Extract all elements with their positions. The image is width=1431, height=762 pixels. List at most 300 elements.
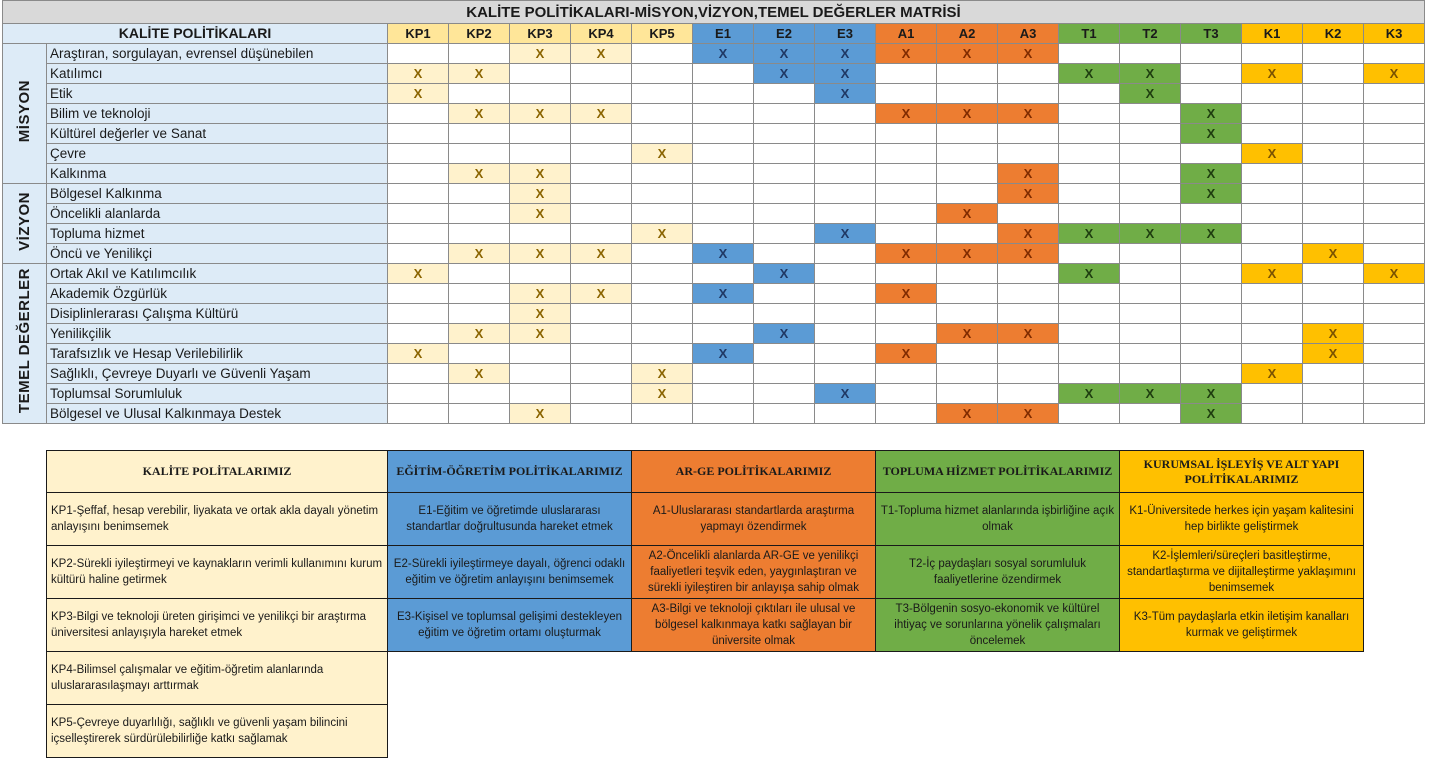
matrix-mark: X bbox=[388, 264, 449, 284]
matrix-mark: X bbox=[510, 324, 571, 344]
matrix-cell-empty bbox=[937, 124, 998, 144]
legend-empty bbox=[388, 652, 1364, 705]
column-header-k3: K3 bbox=[1364, 24, 1425, 44]
matrix-cell-empty bbox=[1364, 304, 1425, 324]
group-label bbox=[3, 44, 47, 184]
matrix-mark: X bbox=[1364, 264, 1425, 284]
matrix-cell-empty bbox=[632, 404, 693, 424]
matrix-cell-empty bbox=[998, 364, 1059, 384]
matrix-cell-empty bbox=[1242, 164, 1303, 184]
group-label bbox=[3, 264, 47, 424]
legend-title-arge: AR-GE POLİTİKALARIMIZ bbox=[632, 451, 876, 493]
matrix-mark: X bbox=[693, 44, 754, 64]
matrix-row bbox=[3, 264, 1425, 284]
matrix-cell-empty bbox=[388, 244, 449, 264]
matrix-mark: X bbox=[1181, 404, 1242, 424]
legend-title-kalite: KALİTE POLİTALARIMIZ bbox=[47, 451, 388, 493]
matrix-cell-empty bbox=[1242, 324, 1303, 344]
matrix-cell-empty bbox=[998, 84, 1059, 104]
matrix-mark: X bbox=[1181, 224, 1242, 244]
row-label: Disiplinlerarası Çalışma Kültürü bbox=[47, 304, 388, 324]
matrix-cell-empty bbox=[632, 164, 693, 184]
matrix-cell-empty bbox=[815, 304, 876, 324]
matrix-mark: X bbox=[876, 104, 937, 124]
matrix-cell-empty bbox=[632, 104, 693, 124]
matrix-cell-empty bbox=[754, 364, 815, 384]
matrix-cell-empty bbox=[876, 364, 937, 384]
matrix-cell-empty bbox=[388, 404, 449, 424]
matrix-cell-empty bbox=[632, 324, 693, 344]
matrix-mark: X bbox=[449, 364, 510, 384]
matrix-cell-empty bbox=[754, 224, 815, 244]
matrix-cell-empty bbox=[1303, 144, 1364, 164]
matrix-cell-empty bbox=[1120, 364, 1181, 384]
matrix-cell-empty bbox=[754, 384, 815, 404]
legend-item-kp2: KP2-Sürekli iyileştirmeyi ve kaynakların verimli kullanımını kurum kültürü haline getirmek bbox=[47, 546, 388, 599]
matrix-cell-empty bbox=[693, 364, 754, 384]
policy-legend bbox=[46, 450, 1364, 758]
matrix-cell-empty bbox=[1364, 104, 1425, 124]
column-header-k2: K2 bbox=[1303, 24, 1364, 44]
matrix-row bbox=[3, 164, 1425, 184]
matrix-cell-empty bbox=[815, 164, 876, 184]
matrix-cell-empty bbox=[510, 64, 571, 84]
matrix-cell-empty bbox=[1059, 304, 1120, 324]
legend-item-k2: K2-İşlemleri/süreçleri basitleştirme, standartlaştırma ve dijitalleştirme yaklaşımını benimsemek bbox=[1120, 546, 1364, 599]
matrix-cell-empty bbox=[571, 204, 632, 224]
matrix-cell-empty bbox=[571, 304, 632, 324]
matrix-cell-empty bbox=[1242, 384, 1303, 404]
matrix-mark: X bbox=[632, 364, 693, 384]
matrix-cell-empty bbox=[998, 124, 1059, 144]
matrix-row bbox=[3, 404, 1425, 424]
matrix-cell-empty bbox=[1059, 144, 1120, 164]
matrix-mark: X bbox=[1242, 64, 1303, 84]
matrix-cell-empty bbox=[1120, 104, 1181, 124]
matrix-mark: X bbox=[937, 44, 998, 64]
matrix-cell-empty bbox=[876, 204, 937, 224]
matrix-cell-empty bbox=[754, 404, 815, 424]
row-label: Toplumsal Sorumluluk bbox=[47, 384, 388, 404]
column-header-t3: T3 bbox=[1181, 24, 1242, 44]
matrix-mark: X bbox=[815, 224, 876, 244]
matrix-cell-empty bbox=[1364, 164, 1425, 184]
matrix-mark: X bbox=[876, 44, 937, 64]
matrix-cell-empty bbox=[1364, 384, 1425, 404]
legend-item-kp5: KP5-Çevreye duyarlılığı, sağlıklı ve güvenli yaşam bilincini içselleştirerek sürdürülebilirliğe katkı sağlamak bbox=[47, 705, 388, 758]
matrix-cell-empty bbox=[1120, 264, 1181, 284]
matrix-cell-empty bbox=[571, 384, 632, 404]
matrix-cell-empty bbox=[815, 124, 876, 144]
matrix-mark: X bbox=[1181, 104, 1242, 124]
matrix-cell-empty bbox=[1364, 144, 1425, 164]
matrix-mark: X bbox=[1242, 264, 1303, 284]
legend-item-kp4: KP4-Bilimsel çalışmalar ve eğitim-öğretim alanlarında uluslararasılaşmayı arttırmak bbox=[47, 652, 388, 705]
column-header-a1: A1 bbox=[876, 24, 937, 44]
matrix-mark: X bbox=[1059, 224, 1120, 244]
matrix-row bbox=[3, 304, 1425, 324]
matrix-cell-empty bbox=[632, 264, 693, 284]
matrix-cell-empty bbox=[571, 144, 632, 164]
matrix-mark: X bbox=[449, 64, 510, 84]
matrix-cell-empty bbox=[1364, 364, 1425, 384]
matrix-cell-empty bbox=[571, 364, 632, 384]
matrix-cell-empty bbox=[1242, 84, 1303, 104]
matrix-cell-empty bbox=[388, 384, 449, 404]
row-label: Akademik Özgürlük bbox=[47, 284, 388, 304]
matrix-cell-empty bbox=[1303, 184, 1364, 204]
matrix-cell-empty bbox=[388, 284, 449, 304]
matrix-mark: X bbox=[1059, 64, 1120, 84]
row-label: Bilim ve teknoloji bbox=[47, 104, 388, 124]
matrix-cell-empty bbox=[1181, 324, 1242, 344]
matrix-cell-empty bbox=[693, 184, 754, 204]
matrix-cell-empty bbox=[1120, 244, 1181, 264]
matrix-cell-empty bbox=[1364, 224, 1425, 244]
matrix-cell-empty bbox=[1120, 344, 1181, 364]
matrix-cell-empty bbox=[815, 204, 876, 224]
matrix-mark: X bbox=[998, 104, 1059, 124]
matrix-cell-empty bbox=[1303, 384, 1364, 404]
matrix-cell-empty bbox=[510, 264, 571, 284]
matrix-cell-empty bbox=[1303, 364, 1364, 384]
matrix-cell-empty bbox=[937, 224, 998, 244]
matrix-header-label: KALİTE POLİTİKALARI bbox=[3, 24, 388, 44]
matrix-cell-empty bbox=[571, 84, 632, 104]
policy-matrix bbox=[2, 0, 1425, 424]
matrix-mark: X bbox=[632, 384, 693, 404]
matrix-cell-empty bbox=[815, 104, 876, 124]
matrix-cell-empty bbox=[876, 144, 937, 164]
matrix-mark: X bbox=[510, 304, 571, 324]
matrix-cell-empty bbox=[937, 264, 998, 284]
matrix-cell-empty bbox=[388, 364, 449, 384]
legend-empty bbox=[388, 705, 1364, 758]
matrix-cell-empty bbox=[449, 44, 510, 64]
matrix-cell-empty bbox=[449, 144, 510, 164]
matrix-cell-empty bbox=[815, 144, 876, 164]
matrix-cell-empty bbox=[510, 144, 571, 164]
legend-item-kp3: KP3-Bilgi ve teknoloji üreten girişimci ve yenilikçi bir araştırma üniversitesi anlayışıyla hareket etmek bbox=[47, 599, 388, 652]
column-header-kp4: KP4 bbox=[571, 24, 632, 44]
matrix-mark: X bbox=[449, 104, 510, 124]
matrix-row bbox=[3, 384, 1425, 404]
matrix-cell-empty bbox=[1364, 84, 1425, 104]
matrix-cell-empty bbox=[998, 64, 1059, 84]
legend-item-t2: T2-İç paydaşları sosyal sorumluluk faaliyetlerine özendirmek bbox=[876, 546, 1120, 599]
matrix-mark: X bbox=[571, 104, 632, 124]
matrix-cell-empty bbox=[1303, 224, 1364, 244]
row-label: Tarafsızlık ve Hesap Verilebilirlik bbox=[47, 344, 388, 364]
matrix-cell-empty bbox=[1181, 84, 1242, 104]
matrix-cell-empty bbox=[449, 264, 510, 284]
matrix-cell-empty bbox=[388, 184, 449, 204]
matrix-cell-empty bbox=[510, 84, 571, 104]
matrix-cell-empty bbox=[632, 64, 693, 84]
matrix-mark: X bbox=[1303, 244, 1364, 264]
matrix-cell-empty bbox=[1242, 224, 1303, 244]
matrix-cell-empty bbox=[571, 124, 632, 144]
row-label: Yenilikçilik bbox=[47, 324, 388, 344]
legend-item-a3: A3-Bilgi ve teknoloji çıktıları ile ulusal ve bölgesel kalkınmaya katkı sağlayan bir üniversite olmak bbox=[632, 599, 876, 652]
matrix-cell-empty bbox=[1059, 284, 1120, 304]
matrix-mark: X bbox=[449, 324, 510, 344]
row-label: Öncü ve Yenilikçi bbox=[47, 244, 388, 264]
matrix-cell-empty bbox=[1059, 104, 1120, 124]
matrix-cell-empty bbox=[449, 124, 510, 144]
matrix-cell-empty bbox=[1364, 284, 1425, 304]
matrix-cell-empty bbox=[1181, 64, 1242, 84]
column-header-kp1: KP1 bbox=[388, 24, 449, 44]
matrix-cell-empty bbox=[937, 64, 998, 84]
matrix-cell-empty bbox=[571, 224, 632, 244]
matrix-mark: X bbox=[449, 164, 510, 184]
matrix-cell-empty bbox=[1242, 244, 1303, 264]
matrix-cell-empty bbox=[449, 184, 510, 204]
matrix-cell-empty bbox=[1364, 344, 1425, 364]
column-header-k1: K1 bbox=[1242, 24, 1303, 44]
matrix-cell-empty bbox=[388, 124, 449, 144]
matrix-cell-empty bbox=[937, 144, 998, 164]
matrix-mark: X bbox=[1181, 384, 1242, 404]
matrix-cell-empty bbox=[1181, 144, 1242, 164]
matrix-cell-empty bbox=[754, 204, 815, 224]
matrix-mark: X bbox=[876, 284, 937, 304]
matrix-cell-empty bbox=[388, 224, 449, 244]
matrix-mark: X bbox=[388, 84, 449, 104]
matrix-cell-empty bbox=[1059, 344, 1120, 364]
matrix-cell-empty bbox=[876, 184, 937, 204]
matrix-cell-empty bbox=[449, 304, 510, 324]
matrix-cell-empty bbox=[388, 104, 449, 124]
matrix-cell-empty bbox=[998, 204, 1059, 224]
matrix-cell-empty bbox=[815, 404, 876, 424]
matrix-cell-empty bbox=[510, 384, 571, 404]
matrix-cell-empty bbox=[1059, 124, 1120, 144]
matrix-cell-empty bbox=[1364, 44, 1425, 64]
column-header-kp3: KP3 bbox=[510, 24, 571, 44]
matrix-mark: X bbox=[815, 44, 876, 64]
matrix-mark: X bbox=[1120, 224, 1181, 244]
legend-item-t3: T3-Bölgenin sosyo-ekonomik ve kültürel ihtiyaç ve sorunlarına yönelik çalışmaları öncelemek bbox=[876, 599, 1120, 652]
row-label: Kültürel değerler ve Sanat bbox=[47, 124, 388, 144]
matrix-cell-empty bbox=[754, 104, 815, 124]
matrix-cell-empty bbox=[388, 164, 449, 184]
matrix-cell-empty bbox=[876, 264, 937, 284]
row-label: Etik bbox=[47, 84, 388, 104]
matrix-cell-empty bbox=[754, 164, 815, 184]
matrix-cell-empty bbox=[754, 244, 815, 264]
matrix-mark: X bbox=[1303, 324, 1364, 344]
matrix-mark: X bbox=[693, 284, 754, 304]
matrix-mark: X bbox=[998, 244, 1059, 264]
legend-title-egitim: EĞİTİM-ÖĞRETİM POLİTİKALARIMIZ bbox=[388, 451, 632, 493]
matrix-cell-empty bbox=[937, 384, 998, 404]
matrix-cell-empty bbox=[815, 324, 876, 344]
group-label-text: MİSYON bbox=[16, 79, 33, 143]
matrix-cell-empty bbox=[1303, 104, 1364, 124]
matrix-cell-empty bbox=[693, 84, 754, 104]
matrix-cell-empty bbox=[876, 164, 937, 184]
matrix-row bbox=[3, 284, 1425, 304]
row-label: Bölgesel Kalkınma bbox=[47, 184, 388, 204]
matrix-mark: X bbox=[815, 64, 876, 84]
matrix-row bbox=[3, 64, 1425, 84]
matrix-cell-empty bbox=[693, 224, 754, 244]
matrix-cell-empty bbox=[754, 304, 815, 324]
matrix-cell-empty bbox=[571, 184, 632, 204]
matrix-cell-empty bbox=[876, 404, 937, 424]
matrix-mark: X bbox=[876, 344, 937, 364]
matrix-cell-empty bbox=[1303, 284, 1364, 304]
column-header-t2: T2 bbox=[1120, 24, 1181, 44]
matrix-mark: X bbox=[754, 64, 815, 84]
matrix-mark: X bbox=[937, 324, 998, 344]
matrix-cell-empty bbox=[1059, 84, 1120, 104]
matrix-cell-empty bbox=[510, 344, 571, 364]
matrix-cell-empty bbox=[1181, 344, 1242, 364]
row-label: Öncelikli alanlarda bbox=[47, 204, 388, 224]
matrix-cell-empty bbox=[1120, 124, 1181, 144]
matrix-mark: X bbox=[998, 44, 1059, 64]
group-label bbox=[3, 184, 47, 264]
legend-item-e2: E2-Sürekli iyileştirmeye dayalı, öğrenci odaklı eğitim ve öğretim anlayışını benimsemek bbox=[388, 546, 632, 599]
matrix-cell-empty bbox=[937, 184, 998, 204]
matrix-cell-empty bbox=[1303, 204, 1364, 224]
matrix-cell-empty bbox=[1120, 304, 1181, 324]
matrix-cell-empty bbox=[388, 204, 449, 224]
matrix-mark: X bbox=[510, 104, 571, 124]
matrix-mark: X bbox=[510, 284, 571, 304]
matrix-cell-empty bbox=[1303, 64, 1364, 84]
matrix-row bbox=[3, 224, 1425, 244]
matrix-mark: X bbox=[510, 404, 571, 424]
matrix-cell-empty bbox=[937, 344, 998, 364]
matrix-cell-empty bbox=[1303, 84, 1364, 104]
matrix-cell-empty bbox=[1242, 124, 1303, 144]
matrix-cell-empty bbox=[1059, 184, 1120, 204]
matrix-cell-empty bbox=[876, 224, 937, 244]
matrix-mark: X bbox=[1242, 364, 1303, 384]
matrix-row bbox=[3, 204, 1425, 224]
matrix-cell-empty bbox=[1303, 164, 1364, 184]
matrix-cell-empty bbox=[937, 284, 998, 304]
matrix-mark: X bbox=[937, 104, 998, 124]
matrix-cell-empty bbox=[1120, 44, 1181, 64]
matrix-cell-empty bbox=[1242, 404, 1303, 424]
matrix-cell-empty bbox=[937, 364, 998, 384]
matrix-cell-empty bbox=[1364, 324, 1425, 344]
column-header-t1: T1 bbox=[1059, 24, 1120, 44]
matrix-cell-empty bbox=[632, 304, 693, 324]
matrix-cell-empty bbox=[1242, 304, 1303, 324]
legend-item-t1: T1-Topluma hizmet alanlarında işbirliğine açık olmak bbox=[876, 493, 1120, 546]
column-header-a3: A3 bbox=[998, 24, 1059, 44]
column-header-kp5: KP5 bbox=[632, 24, 693, 44]
matrix-cell-empty bbox=[1120, 184, 1181, 204]
matrix-mark: X bbox=[998, 404, 1059, 424]
legend-item-kp1: KP1-Şeffaf, hesap verebilir, liyakata ve ortak akla dayalı yönetim anlayışını benimsemek bbox=[47, 493, 388, 546]
row-label: Sağlıklı, Çevreye Duyarlı ve Güvenli Yaşam bbox=[47, 364, 388, 384]
matrix-cell-empty bbox=[1242, 184, 1303, 204]
matrix-cell-empty bbox=[876, 84, 937, 104]
matrix-mark: X bbox=[1242, 144, 1303, 164]
matrix-cell-empty bbox=[754, 124, 815, 144]
matrix-cell-empty bbox=[754, 344, 815, 364]
matrix-mark: X bbox=[754, 264, 815, 284]
column-header-e3: E3 bbox=[815, 24, 876, 44]
matrix-cell-empty bbox=[876, 64, 937, 84]
matrix-cell-empty bbox=[998, 304, 1059, 324]
matrix-cell-empty bbox=[510, 364, 571, 384]
matrix-cell-empty bbox=[1242, 284, 1303, 304]
matrix-mark: X bbox=[510, 204, 571, 224]
matrix-mark: X bbox=[632, 224, 693, 244]
column-header-kp2: KP2 bbox=[449, 24, 510, 44]
matrix-row bbox=[3, 44, 1425, 64]
column-header-a2: A2 bbox=[937, 24, 998, 44]
matrix-cell-empty bbox=[1120, 404, 1181, 424]
matrix-cell-empty bbox=[510, 224, 571, 244]
legend-item-k1: K1-Üniversitede herkes için yaşam kalitesini hep birlikte geliştirmek bbox=[1120, 493, 1364, 546]
matrix-mark: X bbox=[754, 324, 815, 344]
matrix-cell-empty bbox=[815, 244, 876, 264]
matrix-cell-empty bbox=[571, 164, 632, 184]
row-label: Katılımcı bbox=[47, 64, 388, 84]
matrix-cell-empty bbox=[1059, 404, 1120, 424]
matrix-cell-empty bbox=[998, 384, 1059, 404]
matrix-cell-empty bbox=[1364, 204, 1425, 224]
matrix-cell-empty bbox=[632, 184, 693, 204]
matrix-cell-empty bbox=[1242, 104, 1303, 124]
matrix-mark: X bbox=[510, 244, 571, 264]
matrix-mark: X bbox=[1059, 264, 1120, 284]
matrix-mark: X bbox=[1120, 64, 1181, 84]
matrix-cell-empty bbox=[571, 324, 632, 344]
matrix-cell-empty bbox=[998, 144, 1059, 164]
matrix-cell-empty bbox=[388, 304, 449, 324]
column-header-e2: E2 bbox=[754, 24, 815, 44]
matrix-cell-empty bbox=[632, 204, 693, 224]
matrix-mark: X bbox=[388, 344, 449, 364]
matrix-cell-empty bbox=[1303, 264, 1364, 284]
matrix-cell-empty bbox=[1364, 244, 1425, 264]
matrix-cell-empty bbox=[754, 284, 815, 304]
matrix-cell-empty bbox=[693, 164, 754, 184]
matrix-cell-empty bbox=[1120, 164, 1181, 184]
matrix-mark: X bbox=[1059, 384, 1120, 404]
matrix-row bbox=[3, 244, 1425, 264]
matrix-cell-empty bbox=[1242, 344, 1303, 364]
matrix-cell-empty bbox=[1181, 44, 1242, 64]
matrix-cell-empty bbox=[754, 84, 815, 104]
matrix-mark: X bbox=[1120, 84, 1181, 104]
matrix-cell-empty bbox=[1059, 204, 1120, 224]
matrix-cell-empty bbox=[449, 284, 510, 304]
matrix-cell-empty bbox=[1181, 264, 1242, 284]
matrix-mark: X bbox=[1181, 124, 1242, 144]
matrix-cell-empty bbox=[571, 64, 632, 84]
matrix-cell-empty bbox=[1181, 204, 1242, 224]
matrix-cell-empty bbox=[1120, 284, 1181, 304]
matrix-mark: X bbox=[693, 244, 754, 264]
matrix-cell-empty bbox=[388, 44, 449, 64]
matrix-cell-empty bbox=[815, 284, 876, 304]
matrix-cell-empty bbox=[693, 404, 754, 424]
matrix-cell-empty bbox=[571, 404, 632, 424]
matrix-row bbox=[3, 104, 1425, 124]
group-label-text: TEMEL DEĞERLER bbox=[16, 268, 33, 414]
